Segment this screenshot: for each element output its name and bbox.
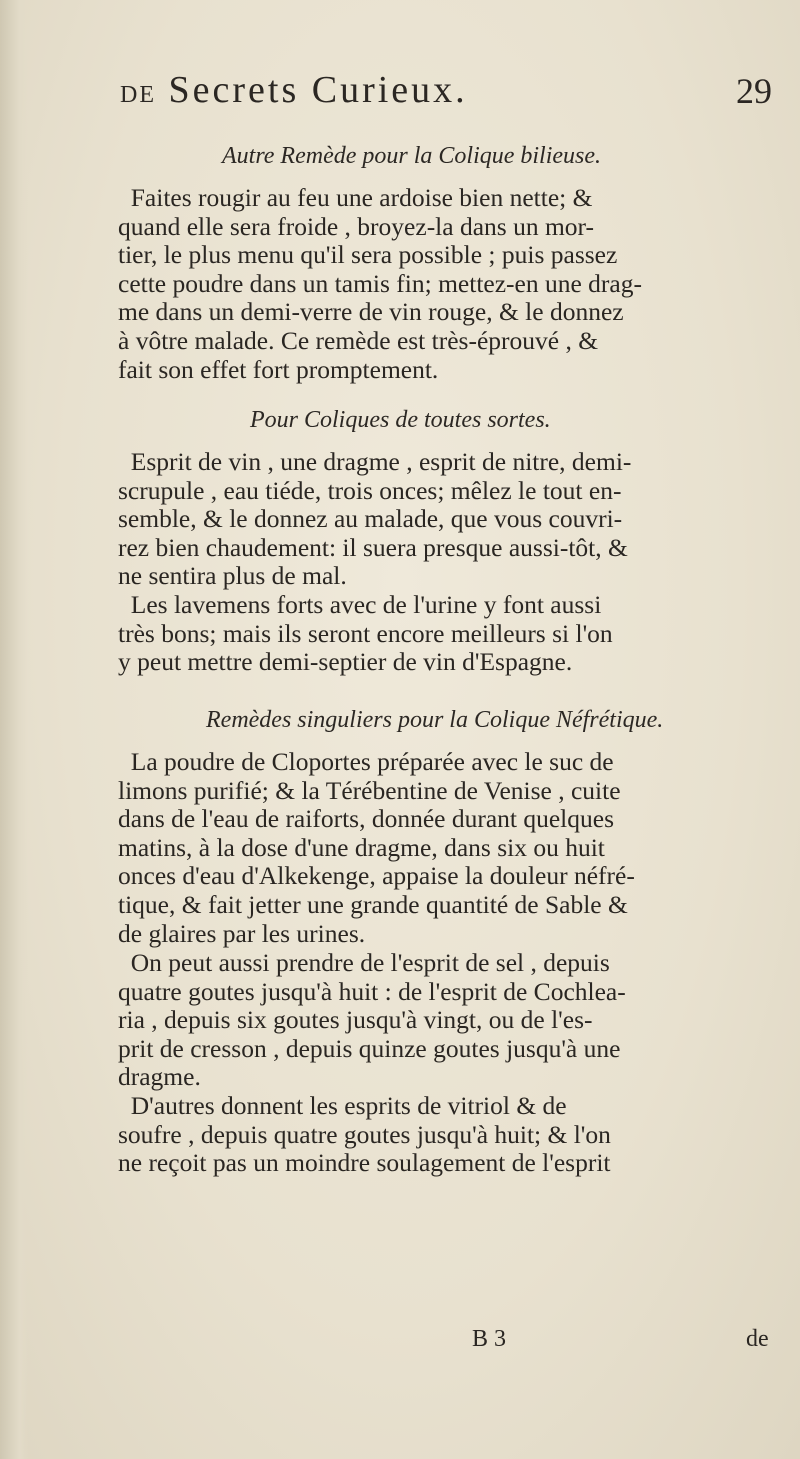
paragraph-esprit-de-vin: Esprit de vin , une dragme , esprit de nitre, demi- scrupule , eau tiéde, trois onces; mêlez le tout en- semble, & le donnez au malade, que vous couvri- rez bien chaudement: il suera presque aussi-tôt, & ne sentira plus de mal. <box>118 447 632 591</box>
running-head-prefix: DE <box>120 82 156 108</box>
paragraph-esprit-de-sel: On peut aussi prendre de l'esprit de sel , depuis quatre goutes jusqu'à huit : de l'esprit de Cochlea- ria , depuis six goutes jusqu'à vingt, ou de l'es- prit de cresson , depuis quinze goutes jusqu'à une dragme. <box>118 948 626 1092</box>
paragraph-esprits-vitriol: D'autres donnent les esprits de vitriol & de soufre , depuis quatre goutes jusqu'à huit; & l'on ne reçoit pas un moindre soulagement de l'esprit <box>118 1091 611 1178</box>
page-number: 29 <box>736 71 772 111</box>
section-title-colique-bilieuse: Autre Remède pour la Colique bilieuse. <box>222 143 602 169</box>
signature-mark: B 3 <box>472 1326 507 1352</box>
catchword: de <box>746 1326 769 1352</box>
page-gutter-shadow <box>0 0 28 1459</box>
paragraph-poudre-cloportes: La poudre de Cloportes préparée avec le suc de limons purifié; & la Térébentine de Venise , cuite dans de l'eau de raiforts, donnée durant quelques matins, à la dose d'une dragme, dans six ou huit onces d'eau d'Alkekenge, appaise la douleur néfré- tique, & fait jetter une grande quantité de Sable & de glaires par les urines. <box>118 747 635 948</box>
paragraph-lavemens: Les lavemens forts avec de l'urine y font aussi très bons; mais ils seront encore meilleurs si l'on y peut mettre demi-septier de vin d'Espagne. <box>118 590 613 677</box>
section-title-colique-nefretique: Remèdes singuliers pour la Colique Néfrétique. <box>206 707 664 733</box>
paragraph-ardoise-remedy: Faites rougir au feu une ardoise bien nette; & quand elle sera froide , broyez-la dans un mor- tier, le plus menu qu'il sera possible ; puis passez cette poudre dans un tamis fin; mettez-en une drag- me dans un demi-verre de vin rouge, & le donnez à vôtre malade. Ce remède est très-éprouvé , & fait son effet fort promptement. <box>118 183 642 384</box>
section-title-coliques-toutes-sortes: Pour Coliques de toutes sortes. <box>250 407 551 433</box>
running-head-title: Secrets Curieux. <box>168 69 468 111</box>
running-head <box>120 68 720 112</box>
